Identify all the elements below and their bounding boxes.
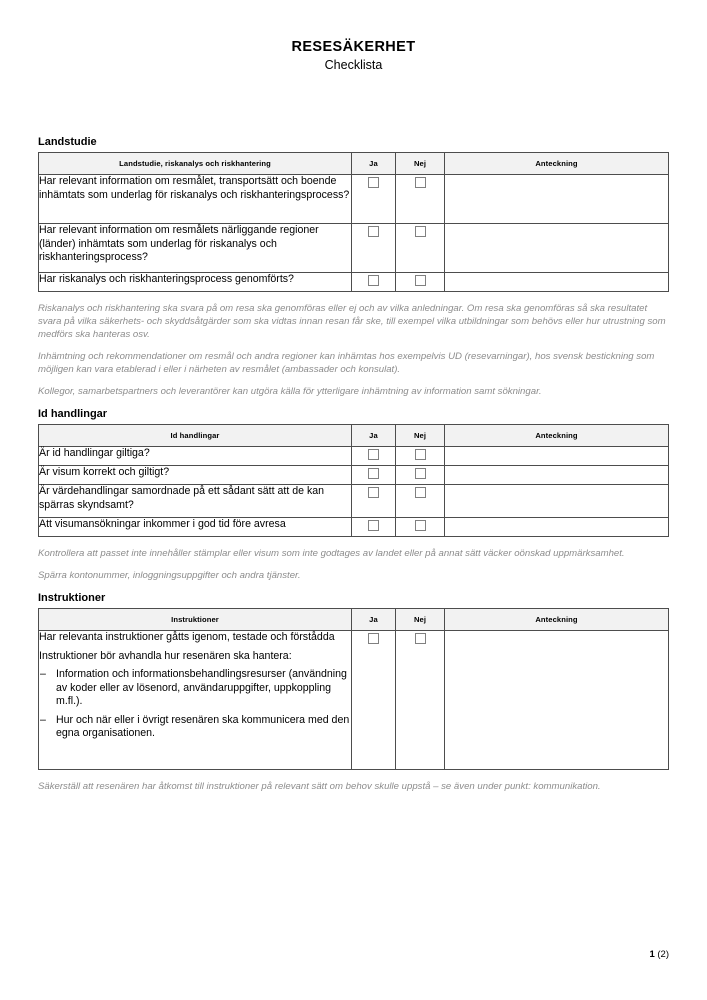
checkbox-nej[interactable] — [415, 468, 426, 479]
column-header-question: Landstudie, riskanalys och riskhantering — [39, 153, 352, 175]
section-id-handlingar — [38, 408, 669, 583]
section-heading-instruktioner: Instruktioner — [38, 591, 106, 604]
note-cell[interactable] — [445, 466, 669, 485]
checkbox-cell-nej[interactable] — [396, 518, 445, 537]
section-landstudie — [38, 136, 669, 399]
checkbox-nej[interactable] — [415, 177, 426, 188]
note-paragraph: Säkerställ att resenären har åtkomst till instruktioner på relevant sätt om behov skulle uppstå – se även under punkt: kommunikation. — [38, 780, 601, 792]
checkbox-cell-ja[interactable] — [352, 224, 396, 273]
checkbox-ja[interactable] — [368, 468, 379, 479]
checkbox-cell-nej[interactable] — [396, 224, 445, 273]
checkbox-ja[interactable] — [368, 275, 379, 286]
checklist-table-landstudie — [38, 152, 669, 292]
checkbox-cell-nej[interactable] — [396, 485, 445, 518]
table-header-row — [39, 153, 669, 175]
table-row — [39, 447, 669, 466]
question-cell: Har riskanalys och riskhanteringsprocess genomförts? — [39, 273, 352, 292]
note-cell[interactable] — [445, 175, 669, 224]
checkbox-nej[interactable] — [415, 449, 426, 460]
instruction-bullet-list — [39, 668, 351, 741]
notes-instruktioner — [38, 781, 669, 794]
table-row — [39, 518, 669, 537]
note-paragraph: Kollegor, samarbetspartners och leverantörer kan utgöra källa för ytterligare inhämtning av information samt sökningar. — [38, 386, 542, 398]
checklist-table-id-handlingar — [38, 424, 669, 537]
document-title: RESESÄKERHET — [291, 39, 416, 55]
table-row — [39, 273, 669, 292]
column-header-question: Id handlingar — [39, 425, 352, 447]
note-cell[interactable] — [445, 447, 669, 466]
checkbox-cell-ja[interactable] — [352, 485, 396, 518]
page-footer — [649, 949, 669, 960]
table-row — [39, 175, 669, 224]
checkbox-ja[interactable] — [368, 487, 379, 498]
table-row — [39, 485, 669, 518]
checkbox-ja[interactable] — [368, 633, 379, 644]
checkbox-cell-nej[interactable] — [396, 175, 445, 224]
checkbox-cell-ja[interactable] — [352, 630, 396, 769]
column-header-ja: Ja — [352, 153, 396, 175]
section-heading-id-handlingar: Id handlingar — [38, 408, 108, 420]
question-cell: Har relevant information om resmålet, transportsätt och boende inhämtats som underlag för riskanalys och riskhanteringsprocess? — [39, 175, 352, 224]
note-paragraph: Kontrollera att passet inte innehåller stämplar eller visum som inte godtages av landet eller på annat sätt väcker oönskad uppmärksamhet. — [38, 548, 625, 559]
checkbox-cell-nej[interactable] — [396, 273, 445, 292]
checkbox-nej[interactable] — [415, 487, 426, 498]
note-cell[interactable] — [445, 518, 669, 537]
checkbox-cell-ja[interactable] — [352, 175, 396, 224]
checkbox-cell-ja[interactable] — [352, 466, 396, 485]
question-cell: Är visum korrekt och giltigt? — [39, 466, 352, 485]
checkbox-ja[interactable] — [368, 177, 379, 188]
question-cell: Har relevant information om resmålets närliggande regioner (länder) inhämtats som underlag för riskanalys och riskhanteringsprocess? — [39, 224, 352, 273]
section-instruktioner — [38, 592, 669, 794]
checkbox-cell-ja[interactable] — [352, 518, 396, 537]
column-header-ja: Ja — [352, 425, 396, 447]
note-cell[interactable] — [445, 485, 669, 518]
notes-landstudie — [38, 303, 669, 399]
checklist-table-instruktioner — [38, 608, 669, 770]
checkbox-cell-ja[interactable] — [352, 273, 396, 292]
table-row — [39, 224, 669, 273]
dash-marker-icon: – — [40, 667, 46, 680]
footer-page-total: (2) — [657, 949, 669, 960]
checkbox-nej[interactable] — [415, 633, 426, 644]
checkbox-nej[interactable] — [415, 520, 426, 531]
header-spacer — [38, 73, 669, 136]
checkbox-cell-ja[interactable] — [352, 447, 396, 466]
note-cell[interactable] — [445, 273, 669, 292]
checkbox-ja[interactable] — [368, 226, 379, 237]
question-cell — [39, 630, 352, 769]
list-item-label: Hur och när eller i övrigt resenären ska kommunicera med den egna organisationen. — [56, 713, 350, 740]
question-intro: Instruktioner bör avhandla hur resenären ska hantera: — [39, 650, 292, 663]
question-cell: Är värdehandlingar samordnade på ett sådant sätt att de kan spärras skyndsamt? — [39, 485, 352, 518]
column-header-anteckning: Anteckning — [445, 608, 669, 630]
question-cell: Är id handlingar giltiga? — [39, 447, 352, 466]
column-header-nej: Nej — [396, 153, 445, 175]
column-header-ja: Ja — [352, 608, 396, 630]
question-cell: Att visumansökningar inkommer i god tid före avresa — [39, 518, 352, 537]
note-paragraph: Riskanalys och riskhantering ska svara på om resa ska genomföras eller ej och av vilka anledningar. Om resa ska genomföras så ska resultatet svara på vilka säkerhets- och skyddsåtgärder som ska vidtas innan resan får ske, till exempel vilka utbildningar som behövs eller hur utrustning som medförs ska hanteras osv. — [38, 303, 666, 341]
document-header — [38, 0, 669, 73]
checkbox-cell-nej[interactable] — [396, 466, 445, 485]
note-cell[interactable] — [445, 224, 669, 273]
table-header-row — [39, 425, 669, 447]
checkbox-ja[interactable] — [368, 520, 379, 531]
column-header-nej: Nej — [396, 608, 445, 630]
checkbox-nej[interactable] — [415, 275, 426, 286]
notes-id-handlingar — [38, 548, 669, 583]
note-paragraph: Inhämtning och rekommendationer om resmål och andra regioner kan inhämtas hos exempelvis UD (resevarningar), hos svensk bestickning som möjligen kan vara etablerad i eller i närheten av resmålet (ambassader och konsulat). — [38, 351, 655, 376]
footer-page-number: 1 — [649, 949, 655, 960]
list-item — [39, 668, 351, 709]
question-text: Har relevanta instruktioner gåtts igenom, testade och förstådda — [39, 630, 335, 643]
dash-marker-icon: – — [40, 713, 46, 726]
column-header-anteckning: Anteckning — [445, 425, 669, 447]
column-header-anteckning: Anteckning — [445, 153, 669, 175]
checkbox-nej[interactable] — [415, 226, 426, 237]
note-cell[interactable] — [445, 630, 669, 769]
list-item — [39, 714, 351, 741]
note-paragraph: Spärra kontonummer, inloggningsuppgifter och andra tjänster. — [38, 569, 301, 581]
column-header-nej: Nej — [396, 425, 445, 447]
section-heading-landstudie: Landstudie — [38, 136, 97, 149]
checkbox-cell-nej[interactable] — [396, 447, 445, 466]
table-row — [39, 630, 669, 769]
checkbox-cell-nej[interactable] — [396, 630, 445, 769]
table-header-row — [39, 608, 669, 630]
column-header-question: Instruktioner — [39, 608, 352, 630]
table-row — [39, 466, 669, 485]
checkbox-ja[interactable] — [368, 449, 379, 460]
document-subtitle: Checklista — [324, 58, 383, 73]
list-item-label: Information och informationsbehandlingsresurser (användning av koder eller av lösenord, användaruppgifter, uppkoppling m.fl.). — [56, 667, 347, 708]
